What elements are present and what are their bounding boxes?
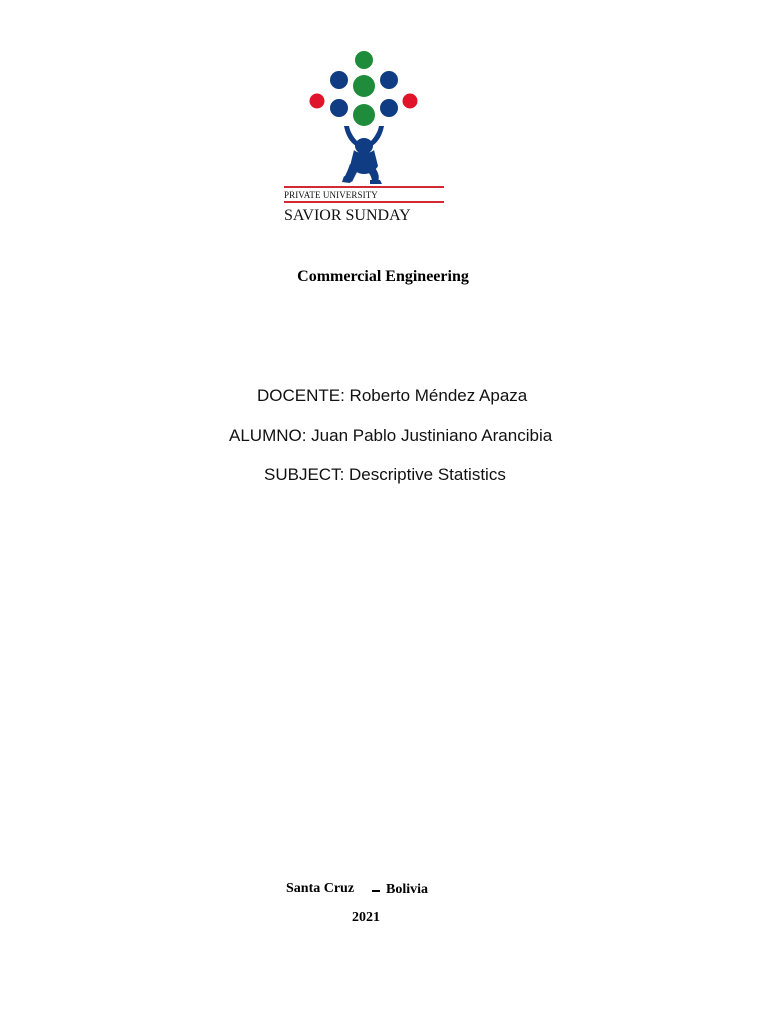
logo-dot-green-lower	[353, 104, 375, 126]
logo-rule-top	[284, 186, 444, 188]
logo-caption-small: PRIVATE UNIVERSITY	[284, 190, 378, 200]
logo-figure	[342, 126, 384, 184]
footer-dash	[372, 890, 380, 892]
subject-line: SUBJECT: Descriptive Statistics	[264, 465, 506, 484]
footer-year: 2021	[352, 910, 380, 925]
teacher-line: DOCENTE: Roberto Méndez Apaza	[257, 386, 528, 405]
logo-dot-blue-right-upper	[380, 71, 398, 89]
logo-dot-blue-left-upper	[330, 71, 348, 89]
footer-country: Bolivia	[386, 882, 429, 897]
student-line: ALUMNO: Juan Pablo Justiniano Arancibia	[229, 426, 553, 445]
footer-city: Santa Cruz	[286, 881, 355, 896]
logo-caption-big: SAVIOR SUNDAY	[284, 207, 411, 224]
logo-dot-green-top	[355, 51, 373, 69]
logo-rule-bottom	[284, 201, 444, 203]
logo-dot-red-right	[403, 94, 418, 109]
logo-dot-blue-left-lower	[330, 99, 348, 117]
logo-dot-green-center	[353, 75, 375, 97]
logo-dot-red-left	[310, 94, 325, 109]
faculty-title-text: Commercial Engineering	[297, 268, 469, 285]
logo-dot-blue-right-lower	[380, 99, 398, 117]
faculty-title	[0, 268, 768, 286]
